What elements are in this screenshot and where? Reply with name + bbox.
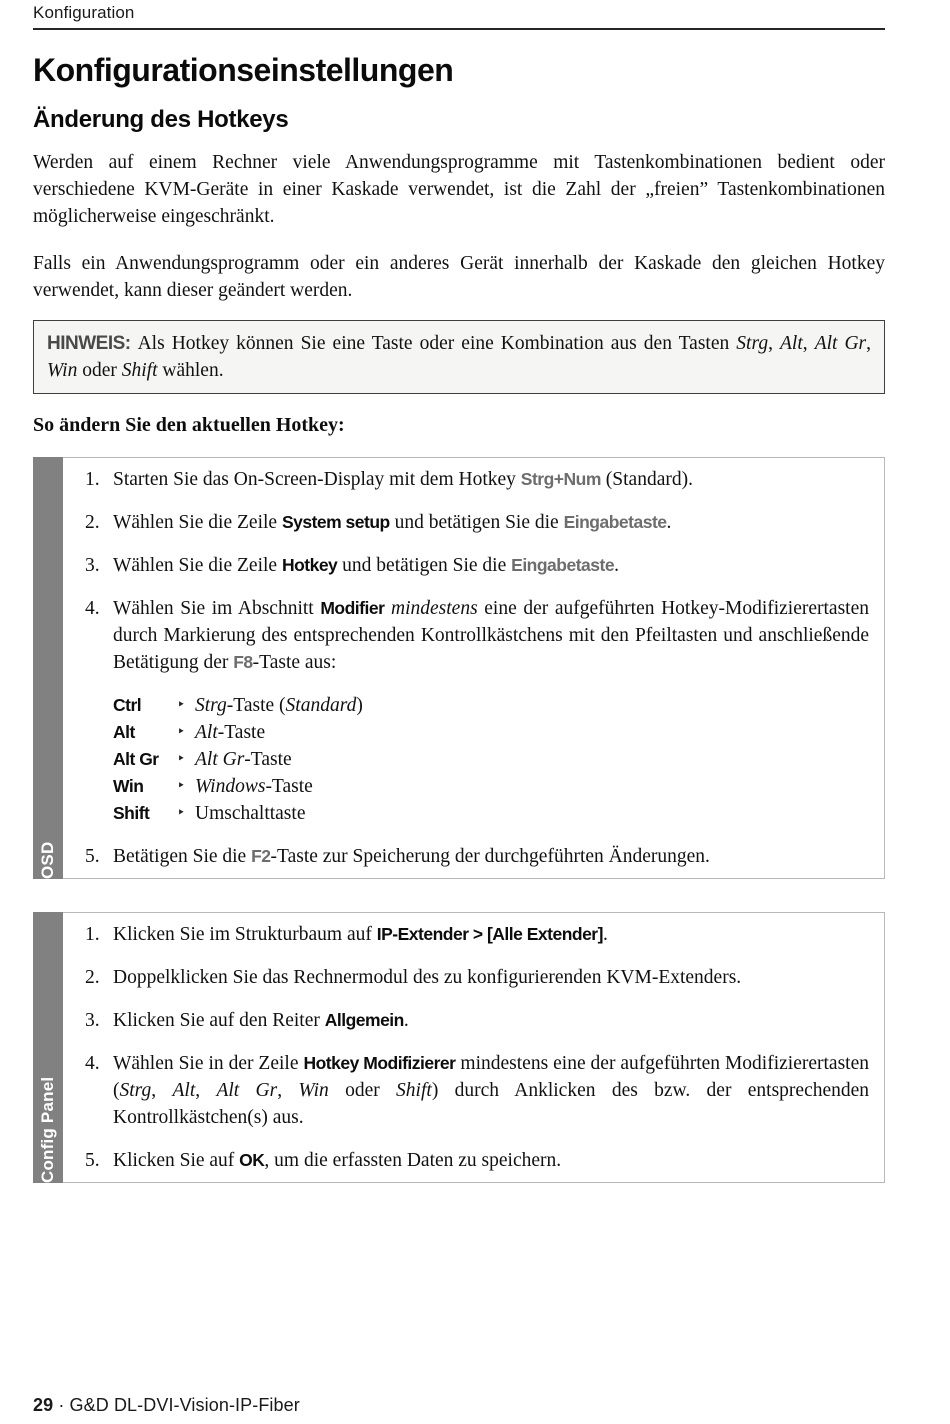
hotkey-row [113,692,869,719]
procedure-box-osd [33,457,885,879]
hotkey-row [113,746,869,773]
procedure-step [63,509,884,536]
procedure-tab-osd [33,457,63,879]
page-title: Konfigurationseinstellungen [33,52,454,88]
body-paragraph: Werden auf einem Rechner viele Anwendungsprogramme mit Tastenkombinationen bedient oder verschiedene KVM-Geräte in einer Kaskade verwendet, ist die Zahl der „freien” Tastenkombinationen möglicherweise eingeschränkt. [33,152,885,228]
footer-doc-title: G&D DL-DVI-Vision-IP-Fiber [69,1395,300,1415]
hotkey-list [113,692,869,827]
procedure-step [63,1007,884,1034]
tab-label-osd: OSD [38,841,57,880]
procedure-step [63,843,884,870]
step-number: 1. [85,469,100,491]
step-number: 5. [85,1150,100,1172]
triangle-bullet-icon: ‣ [177,806,186,822]
procedure-box-config-panel [33,912,885,1183]
step-number: 4. [85,1053,100,1075]
footer-separator: · [53,1395,70,1415]
procedure-step [63,552,884,579]
triangle-bullet-icon: ‣ [177,779,186,795]
hotkey-row [113,719,869,746]
procedure-body-osd [63,457,885,879]
step-text: Betätigen Sie die F2-Taste zur Speicherung der durchgeführten Änderungen. [113,846,710,868]
section-title: Änderung des Hotkeys [33,105,289,133]
hotkey-name: Shift [113,803,150,824]
tab-label-config-panel: Config Panel [38,1077,57,1184]
body-paragraph: Falls ein Anwendungsprogramm oder ein anderes Gerät innerhalb der Kaskade den gleichen Hotkey verwendet, kann dieser geändert werden. [33,253,885,302]
procedure-body-config-panel [63,912,885,1183]
step-number: 2. [85,967,100,989]
footer-page-number: 29 [33,1395,54,1415]
hotkey-name: Win [113,776,144,797]
hotkey-description: Windows-Taste [195,776,313,798]
step-number: 3. [85,1010,100,1032]
hotkey-description: Strg-Taste (Standard) [195,695,363,717]
step-text: Doppelklicken Sie das Rechnermodul des zu konfigurierenden KVM-Extenders. [113,967,742,989]
step-number: 2. [85,512,100,534]
header-rule [33,28,885,30]
step-text: Klicken Sie auf OK, um die erfassten Daten zu speichern. [113,1150,562,1172]
triangle-bullet-icon: ‣ [177,725,186,741]
procedure-step [63,466,884,493]
procedure-tab-config-panel [33,912,63,1183]
step-number: 1. [85,924,100,946]
triangle-bullet-icon: ‣ [177,698,186,714]
procedure-step [63,921,884,948]
step-text: Starten Sie das On-Screen-Display mit dem Hotkey Strg+Num (Standard). [113,469,693,491]
step-text: Klicken Sie auf den Reiter Allgemein. [113,1010,409,1032]
step-text: Wählen Sie im Abschnitt Modifier mindestens eine der aufgeführten Hotkey-Modifizierertasten durch Markierung des entsprechenden Kontrollkästchens mit den Pfeiltasten und anschließende Betätigung der F8-Taste aus: [113,598,869,674]
hotkey-name: Alt [113,722,135,743]
page-footer [33,1395,300,1416]
step-text: Klicken Sie im Strukturbaum auf IP-Extender > [Alle Extender]. [113,924,608,946]
step-text: Wählen Sie in der Zeile Hotkey Modifizierer mindestens eine der aufgeführten Modifizierertasten (Strg, Alt, Alt Gr, Win oder Shift) durch Anklicken des bzw. der entsprechenden Kontrollkästchen(s) aus. [113,1053,870,1129]
procedure-heading: So ändern Sie den aktuellen Hotkey: [33,414,345,437]
hotkey-description: Alt Gr-Taste [195,749,292,771]
hotkey-row [113,773,869,800]
step-number: 5. [85,846,100,868]
procedure-step [63,595,884,827]
procedure-step [63,1050,884,1131]
note-box [33,320,885,394]
step-number: 3. [85,555,100,577]
note-text: HINWEIS: Als Hotkey können Sie eine Taste oder eine Kombination aus den Tasten Strg, Alt, Alt Gr, Win oder Shift wählen. [47,333,872,382]
hotkey-description: Alt-Taste [195,722,266,744]
procedure-step [63,1147,884,1174]
triangle-bullet-icon: ‣ [177,752,186,768]
hotkey-name: Alt Gr [113,749,159,770]
step-number: 4. [85,598,100,620]
step-text: Wählen Sie die Zeile System setup und betätigen Sie die Eingabetaste. [113,512,672,534]
hotkey-description: Umschalttaste [195,803,306,825]
running-header-title: Konfiguration [33,3,135,22]
hotkey-row [113,800,869,827]
procedure-step [63,964,884,991]
step-text: Wählen Sie die Zeile Hotkey und betätigen Sie die Eingabetaste. [113,555,619,577]
hotkey-name: Ctrl [113,695,142,716]
